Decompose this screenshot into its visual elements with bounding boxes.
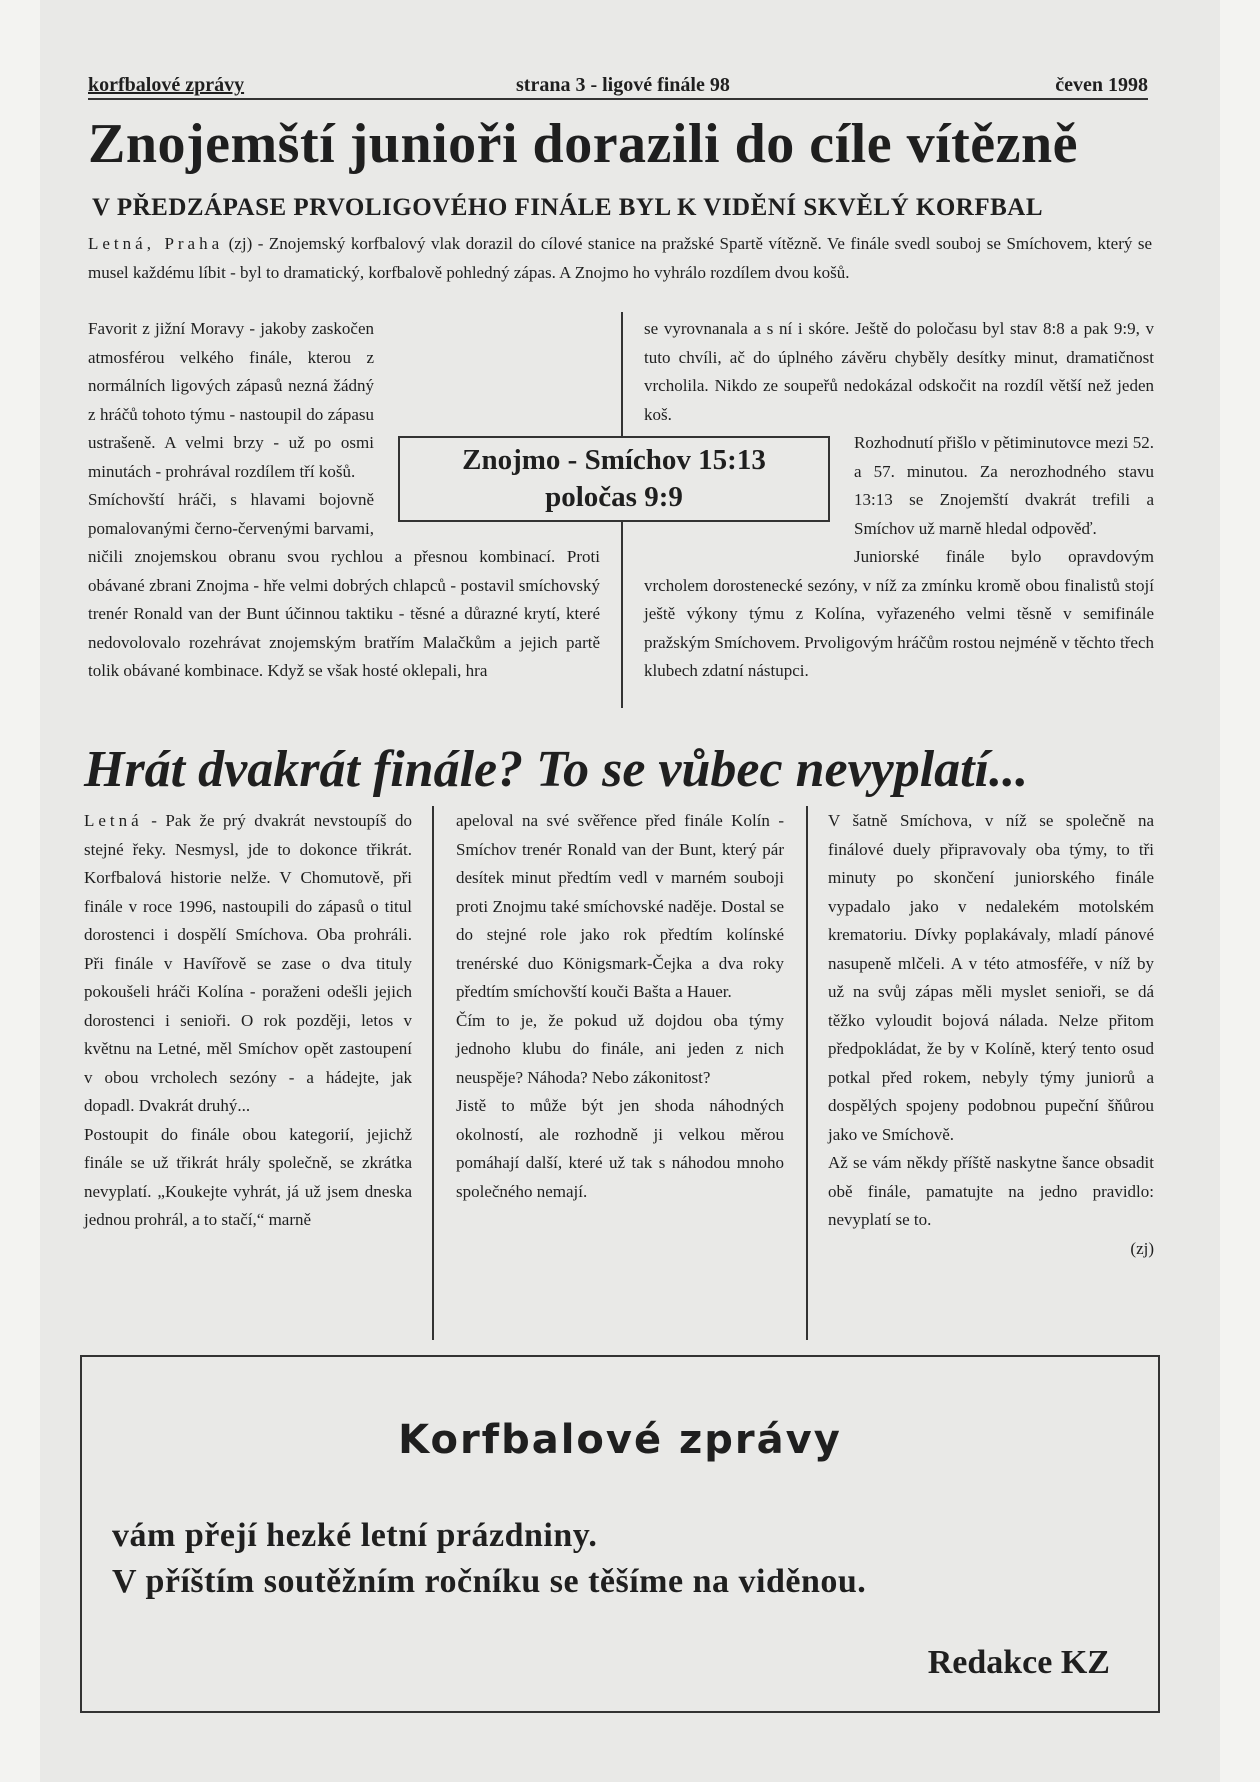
greeting-line: vám přejí hezké letní prázdniny. <box>112 1517 598 1554</box>
column-divider <box>432 806 434 1340</box>
article2-text: - Pak že prý dvakrát nevstoupíš do stejné řeky. Nesmysl, jde to dokonce třikrát. Korfbalová historie nelže. V Chomutově, při finále v roce 1996, nastoupili do zápasů o titul dorostenci i dospělí Smíchova. Oba prohráli. Při finále v Havířově se zase o dva tituly pokoušeli hráči Kolína - poraženi odešli jejich dorostenci i senioři. O rok později, letos v květnu na Letné, měl Smíchov opět zastoupení v obou vrcholech sezóny - a hádejte, jak dopadl. Dvakrát druhý... <box>84 811 412 1115</box>
article2-dateline: Letná <box>84 811 143 830</box>
article2-paragraph: Čím to je, že pokud už dojdou oba týmy jednoho klubu do finále, ani jeden z nich neuspěje? Náhoda? Nebo zákonitost? <box>456 1010 784 1087</box>
article1-intro-text: (zj) - Znojemský korfbalový vlak dorazil do cílové stanice na pražské Spartě vítězně. Ve finále svedl souboj se Smíchovem, který se musel každému líbit - byl to dramatický, korfbalově pohledný zápas. A Znojmo ho vyhrálo rozdílem dvou košů. <box>88 234 1153 282</box>
greeting-signature: Redakce KZ <box>927 1644 1110 1681</box>
header-date: čeven 1998 <box>1055 74 1148 96</box>
article2-signature: (zj) <box>1130 1238 1154 1258</box>
column-divider <box>806 806 808 1340</box>
article2-title: Hrát dvakrát finále? To se vůbec nevyplatí... <box>84 741 1029 798</box>
article2-paragraph: apeloval na své svěřence před finále Kolín - Smíchov trenér Ronald van der Bunt, který pár desítek minut předtím vedl v marném souboji proti Znojmu také smíchovské naděje. Dostal se do stejné role jako rok předtím kolínské trenérské duo Königsmark-Čejka a dva roky předtím smíchovští kouči Bašta a Hauer. <box>456 811 784 1001</box>
greeting-line: V příštím soutěžním ročníku se těšíme na viděnou. <box>112 1563 867 1600</box>
article2-column-3 <box>828 807 1154 1263</box>
article1-intro <box>88 230 1152 287</box>
header-page-info: strana 3 - ligové finále 98 <box>516 74 730 96</box>
article1-title: Znojemští junioři dorazili do cíle vítězně <box>88 113 1078 175</box>
score-halftime: poločas 9:9 <box>545 481 683 513</box>
article2-paragraph: Jistě to může být jen shoda náhodných okolností, ale rozhodně ji velkou měrou pomáhají další, které už tak s náhodou mnoho společného nemají. <box>456 1096 784 1201</box>
article1-paragraph: Juniorské finále bylo opravdovým vrcholem dorostenecké sezóny, v níž za zmínku kromě obou finalistů stojí ještě výkony týmu z Kolína, vyřazeného velmi těsně v semifinále pražským Smíchovem. Prvoligovým hráčům rostou nejméně v těchto třech klubech zdatní nástupci. <box>644 547 1154 680</box>
article1-paragraph: se vyrovnanala a s ní i skóre. Ještě do poločasu byl stav 8:8 a pak 9:9, v tuto chvíli, ač do úplného závěru chyběly desítky minut, dramatičnost vrcholila. Nikdo ze soupeřů nedokázal odskočit na rozdíl větší než jeden koš. <box>644 319 1154 424</box>
greeting-box <box>80 1355 1160 1713</box>
article1-paragraph: Rozhodnutí přišlo v pětiminutovce mezi 52. a 57. minutou. Za nerozhodného stavu 13:13 se Znojemští dvakrát trefili a Smíchov už marně hledal odpověď. <box>854 433 1154 538</box>
header-publication: korfbalové zprávy <box>88 74 245 96</box>
page-header <box>88 74 1148 100</box>
greeting-title: Korfbalové zprávy <box>398 1417 842 1463</box>
score-result: Znojmo - Smíchov 15:13 <box>462 444 766 476</box>
article2-column-1 <box>84 807 412 1235</box>
article2-paragraph: V šatně Smíchova, v níž se společně na finálové duely připravovaly oba týmy, to tři minuty po skončení juniorského finále vypadalo jako v nedalekém motolském krematoriu. Dívky poplakávaly, mladí pánové nasupeně mlčeli. A v této atmosféře, v níž by už na svůj zápas měli myslet senioři, se dá těžko vyloudit bojová nálada. Nelze přitom předpokládat, že by v Kolíně, který tento osud potkal před rokem, nebyly týmy juniorů a dospělých spojeny podobnou pupeční šňůrou jako ve Smíchově. <box>828 811 1154 1144</box>
article1-paragraph: Favorit z jižní Moravy - jakoby zaskočen atmosférou velkého finále, kterou z normálních ligových zápasů nezná žádný z hráčů tohoto týmu - nastoupil do zápasu ustrašeně. A velmi brzy - už po osmi minutách - prohrával rozdílem tří košů. <box>88 319 374 481</box>
article2-paragraph <box>84 807 412 1121</box>
article2-paragraph: Postoupit do finále obou kategorií, jejichž finále se už třikrát hrály společně, se zkrátka nevyplatí. „Koukejte vyhrát, já už jsem dneska jednou prohrál, a to stačí,“ marně <box>84 1124 412 1229</box>
article2-paragraph: Až se vám někdy příště naskytne šance obsadit obě finále, pamatujte na jedno pravidlo: nevyplatí se to. <box>828 1153 1154 1229</box>
article1-dateline: Letná, Praha <box>88 234 224 253</box>
article1-paragraph: Smíchovští hráči, s hlavami bojovně pomalovanými černo-červenými barvami, ničili znojemskou obranu svou rychlou a přesnou kombinací. Proti obávané zbrani Znojma - hře velmi dobrých chlapců - postavil smíchovský trenér Ronald van der Bunt účinnou taktiku - těsné a důrazné krytí, které nedovolovalo rozehrávat znojemským bratřím Malačkům a jejich partě tolik obávané kombinace. Když se však hosté oklepali, hra <box>88 490 600 680</box>
article2-column-2 <box>456 807 784 1206</box>
article1-subtitle: V PŘEDZÁPASE PRVOLIGOVÉHO FINÁLE BYL K VIDĚNÍ SKVĚLÝ KORFBAL <box>92 194 1043 221</box>
score-box <box>398 436 830 522</box>
